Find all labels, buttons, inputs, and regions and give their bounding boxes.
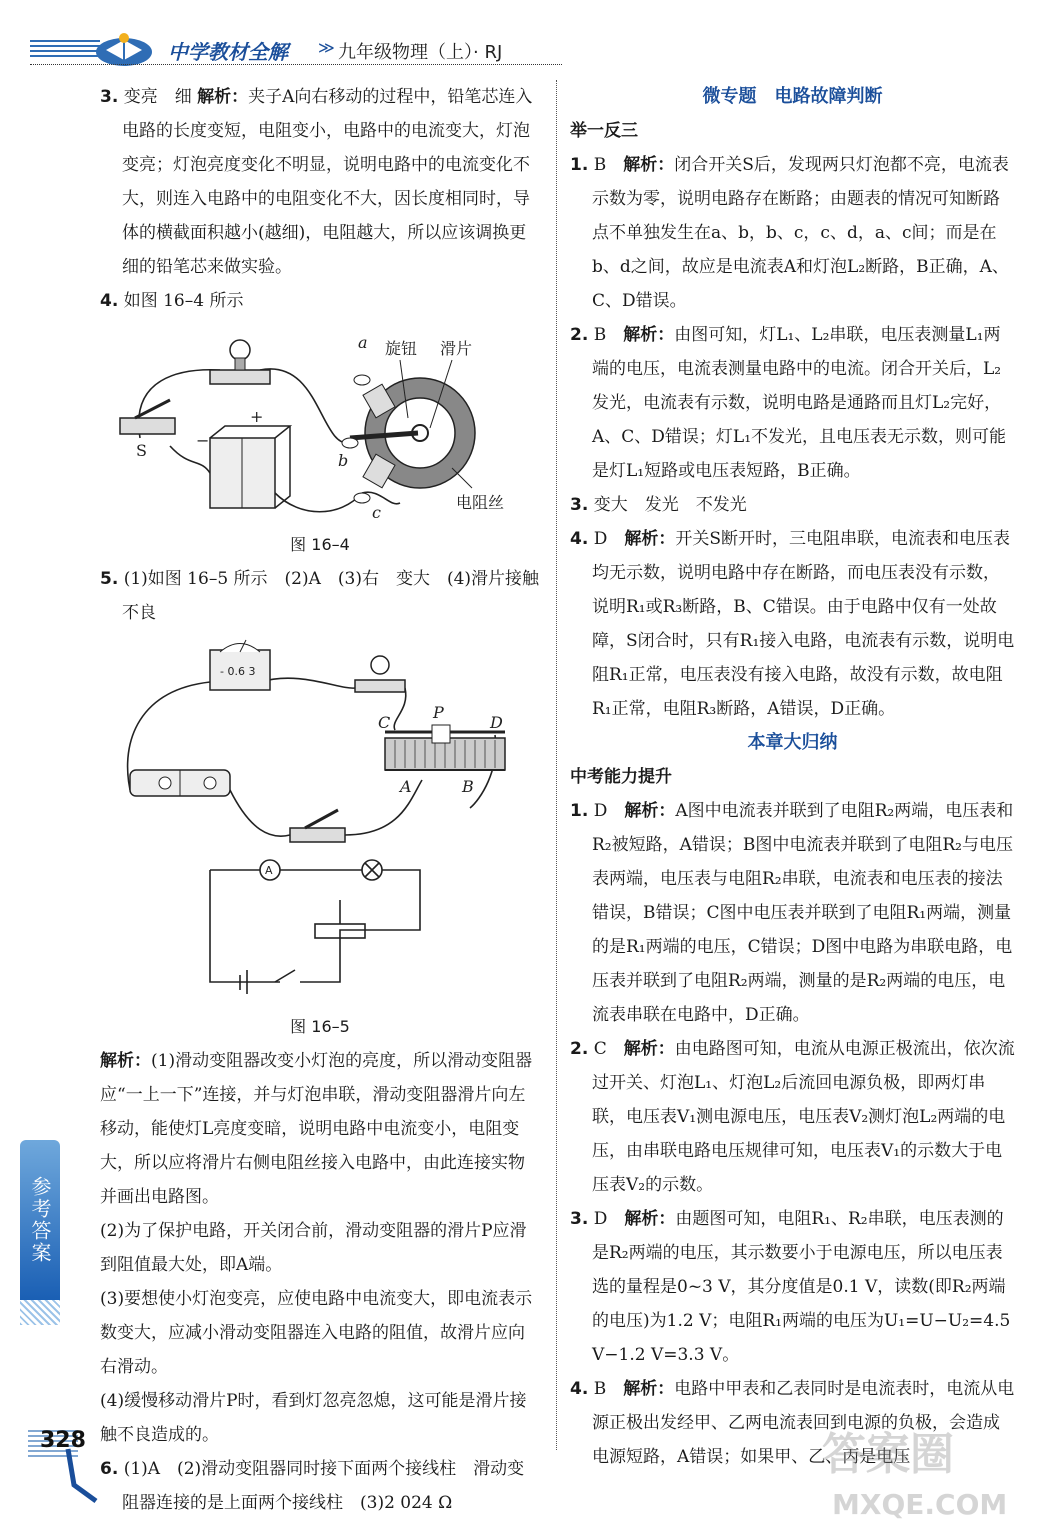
analysis-text: (4)缓慢移动滑片P时，看到灯忽亮忽熄，这可能是滑片接触不良造成的。	[100, 1391, 527, 1445]
label-c-terminal: C	[378, 713, 391, 732]
practice-3: 3. 变大 发光 不发光	[570, 495, 747, 515]
lamp-bulb-icon	[371, 656, 389, 674]
label-minus: −	[196, 431, 210, 450]
analysis-text: 夹子A向右移动的过程中，铅笔芯连入电路的长度变短，电阻变小，电路中的电流变大，灯泡变亮；灯泡亮度变化不明显，说明电路中的电流变化不大，则连入电路中的电阻变化不大，因长度相同时，导体的横截面积越小(越细)，电阻越大，所以应该调换更细的铅笔芯来做实验。	[122, 87, 533, 277]
item-answer: (1)如图 16–5 所示 (2)A (3)右 变大 (4)滑片接触不良	[122, 569, 540, 623]
item-number: 3.	[100, 87, 119, 107]
side-tab-answers: 参考答案	[20, 1140, 60, 1300]
label-plus: +	[250, 407, 264, 426]
item-answer: 变亮 细	[123, 87, 192, 107]
lamp-socket	[235, 358, 245, 370]
subsection-title: 中考能力提升	[570, 767, 672, 787]
item-number: 5.	[100, 569, 119, 589]
analysis-label: 解析：	[197, 87, 249, 107]
lamp-bulb-icon	[230, 340, 250, 360]
book-logo-icon	[92, 30, 156, 68]
header-stripes	[30, 40, 100, 60]
label-resistance-wire: 电阻丝	[456, 493, 505, 512]
left-column	[100, 80, 540, 1520]
svg-text:答案圈: 答案圈	[822, 1429, 954, 1480]
exam-2: 2. C 解析：由电路图可知，电流从电源正极流出，依次流过开关、灯泡L₁、灯泡L₂后流回电源负极，即两灯串联，电压表V₁测电源电压，电压表V₂测灯泡L₂两端的电压，由串联电路电压规律可知，电压表V₁的示数大于电压表V₂的示数。	[570, 1039, 1015, 1195]
page-header	[0, 28, 1052, 72]
figure-16-4	[100, 318, 540, 528]
page-number: 328	[40, 1428, 86, 1453]
label-a: a	[358, 333, 368, 352]
label-b: b	[338, 451, 349, 470]
label-b-terminal: B	[462, 777, 474, 796]
practice-4: 4. D 解析：开关S断开时，三电阻串联，电流表和电压表均无示数，说明电路中存在断路，而电压表没有示数，说明R₁或R₃断路，B、C错误。由于电路中仅有一处故障，S闭合时，只有R₁接入电路，电流表有示数，说明电阻R₁正常，电压表没有接入电路，故没有示数，故电阻R₁正常，电阻R₃断路，A错误，D正确。	[570, 529, 1015, 719]
figure-16-5	[100, 630, 540, 1010]
label-d-terminal: D	[490, 713, 503, 732]
brand-title: 中学教材全解	[168, 40, 288, 64]
side-tab-hatch	[20, 1300, 60, 1325]
rheostat-slider	[432, 725, 450, 743]
figure-caption: 图 16–5	[290, 1017, 350, 1036]
practice-2: 2. B 解析：由图可知，灯L₁、L₂串联，电压表测量L₁两端的电压，电流表测量电路中的电流。闭合开关后，L₂发光，电流表有示数，说明电路是通路而且灯L₂完好，A、C、D错误；灯L₁不发光，且电压表无示数，则可能是灯L₁短路或电压表短路，B正确。	[570, 325, 1007, 481]
answer-6	[100, 1452, 540, 1520]
section-title: 本章大归纳	[747, 732, 838, 753]
analysis-label: 解析：	[100, 1051, 151, 1071]
label-slider: 滑片	[440, 339, 473, 358]
answer-3	[100, 80, 540, 284]
header-divider	[30, 64, 562, 65]
lamp-base	[210, 370, 270, 384]
label-a-terminal: A	[400, 777, 412, 796]
column-divider	[556, 80, 557, 1450]
analysis-1	[100, 1044, 540, 1214]
analysis-2	[100, 1214, 540, 1282]
analysis-text: (2)为了保护电路，开关闭合前，滑动变阻器的滑片P应滑到阻值最大处，即A端。	[100, 1221, 527, 1275]
analysis-4	[100, 1384, 540, 1452]
item-answer: (1)A (2)滑动变阻器同时接下面两个接线柱 滑动变阻器连接的是上面两个接线柱 (3)2 024 Ω	[122, 1459, 525, 1513]
label-c: c	[372, 503, 381, 522]
label-knob: 旋钮	[385, 339, 418, 358]
label-p-slider: P	[433, 703, 444, 722]
analysis-3	[100, 1282, 540, 1384]
ammeter-scale: - 0.6 3	[220, 665, 256, 678]
circuit-figure-16-4	[100, 318, 540, 528]
book-subtitle: 九年级物理（上）· RJ	[338, 42, 503, 63]
analysis-text: (3)要想使小灯泡变亮，应使电路中电流变大，即电流表示数变大，应减小滑动变阻器连入电路的阻值，故滑片应向右滑动。	[100, 1289, 533, 1377]
header-arrow-icon: ≫	[318, 38, 335, 57]
page-hook-icon	[64, 1445, 104, 1505]
analysis-text: (1)滑动变阻器改变小灯泡的亮度，所以滑动变阻器应“一上一下”连接，并与灯泡串联，滑动变阻器滑片向左移动，能使灯L亮度变暗，说明电路中电流变小，电阻变大，所以应将滑片右侧电阻丝接入电路中，由此连接实物并画出电路图。	[100, 1051, 533, 1207]
svg-text:MXQE.COM: MXQE.COM	[832, 1488, 1008, 1521]
ammeter-symbol: A	[265, 864, 273, 877]
practice-1: 1. B 解析：闭合开关S后，发现两只灯泡都不亮，电流表示数为零，说明电路存在断路；由题表的情况可知断路点不单独发生在a、b，b、c，c、d，a、c间；而是在b、d之间，故应是电流表A和灯泡L₂断路，B正确，A、C、D错误。	[570, 155, 1009, 311]
item-answer: 如图 16–4 所示	[123, 291, 244, 311]
answer-4	[100, 284, 540, 318]
exam-1: 1. D 解析：A图中电流表并联到了电阻R₂两端，电压表和R₂被短路，A错误；B图中电流表并联到了电阻R₂与电压表两端，电压表与电阻R₂串联，电流表和电压表的接法错误，B错误；C图中电压表并联到了电阻R₁两端，测量的是R₁两端的电压，C错误；D图中电路为串联电路，电压表并联到了电阻R₂两端，测量的是R₂两端的电压，电流表串联在电路中，D正确。	[570, 801, 1014, 1025]
exam-3: 3. D 解析：由题图可知，电阻R₁、R₂串联，电压表测的是R₂两端的电压，其示数要小于电源电压，所以电压表选的量程是0~3 V，其分度值是0.1 V，读数(即R₂两端的电压)为1.2 V；电阻R₁两端的电压为U₁=U−U₂=4.5 V−1.2 V=3.3 V。	[570, 1209, 1011, 1365]
right-column	[570, 80, 1015, 1474]
watermark-logo	[812, 1414, 1022, 1524]
exam-4: 4. B 解析：电路中甲表和乙表同时是电流表时，电流从电源正极出发经甲、乙两电流表回到电源的负极，会造成电源短路，A错误；如果甲、乙、丙是电压	[570, 1379, 1015, 1467]
answer-5	[100, 562, 540, 630]
circuit-figure-16-5	[100, 630, 540, 1010]
item-number: 4.	[100, 291, 119, 311]
switch-base	[120, 418, 175, 434]
label-switch-s: S	[136, 441, 147, 460]
section-title: 微专题 电路故障判断	[702, 86, 883, 107]
subsection-title: 举一反三	[570, 121, 638, 141]
item-number: 6.	[100, 1459, 119, 1479]
figure-caption: 图 16–4	[290, 535, 350, 554]
